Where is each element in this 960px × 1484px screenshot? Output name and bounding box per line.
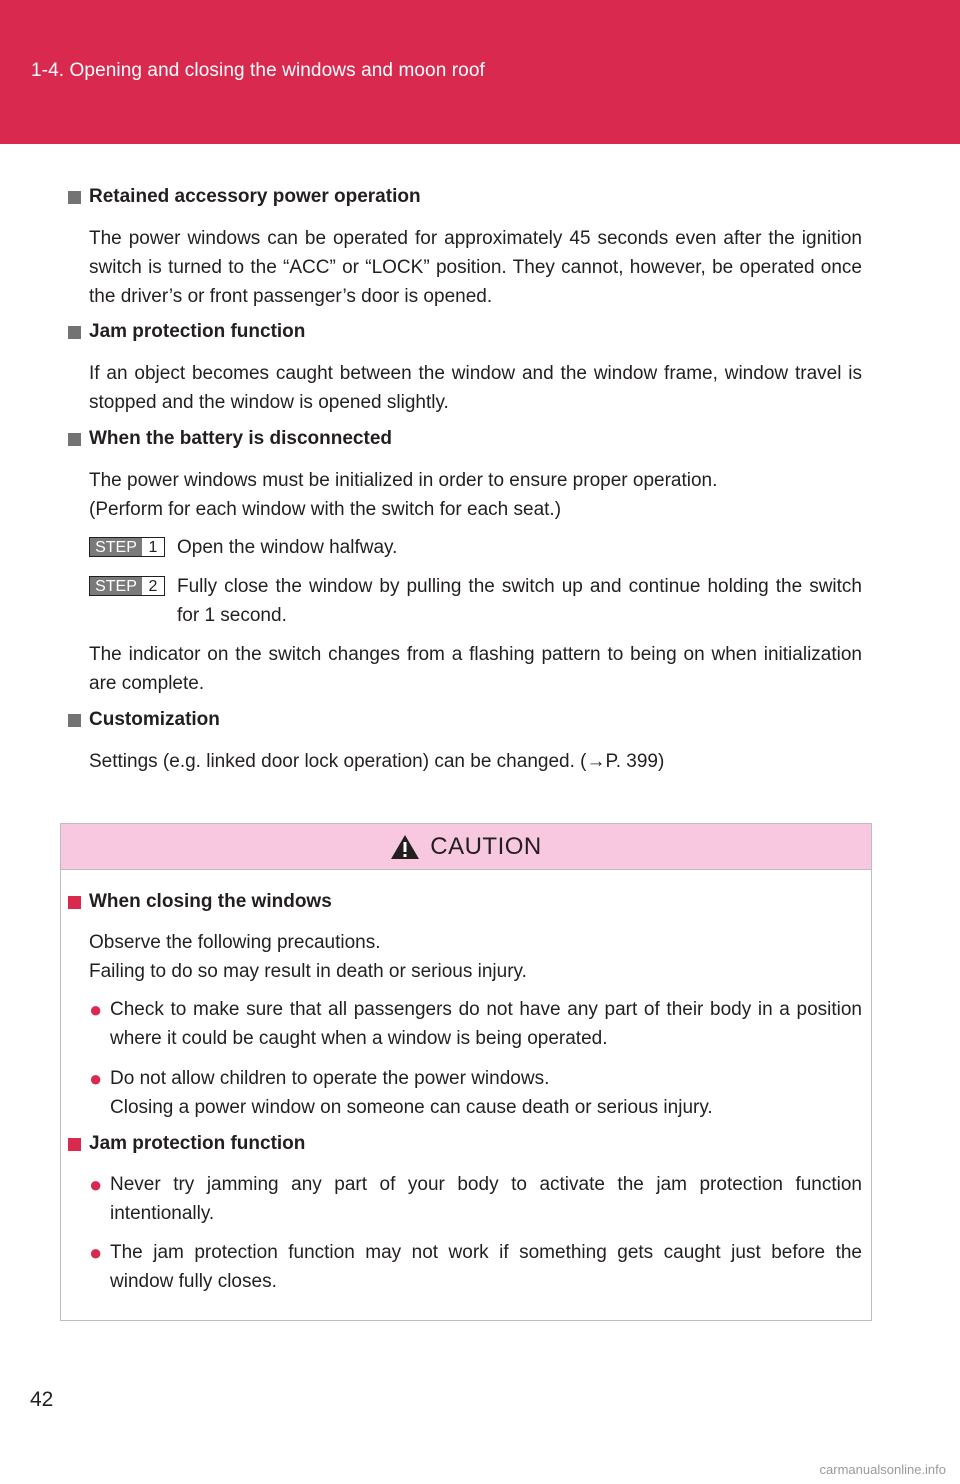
section-heading (68, 186, 421, 208)
caution-bullet (89, 1170, 862, 1228)
caution-heading-text: When closing the windows (89, 891, 332, 912)
watermark: carmanualsonline.info (819, 1462, 946, 1477)
section-paragraph: If an object becomes caught between the window and the window frame, window travel is stopped and the window is opened slightly. (89, 363, 862, 413)
bullet-dot-icon: ● (89, 1066, 103, 1091)
section-paragraph: The power windows must be initialized in order to ensure proper operation. (89, 470, 718, 491)
square-bullet-icon (68, 1138, 81, 1151)
caution-paragraph: Observe the following precautions. (89, 932, 381, 953)
step-badge (89, 576, 165, 596)
bullet-dot-icon: ● (89, 997, 103, 1022)
section-title: 1-4. Opening and closing the windows and moon roof (31, 60, 485, 81)
caution-header (61, 824, 871, 870)
square-bullet-icon (68, 896, 81, 909)
bullet-text: The jam protection function may not work if something gets caught just before the window fully closes. (110, 1242, 862, 1292)
section-paragraph: The indicator on the switch changes from a flashing pattern to being on when initialization are complete. (89, 644, 862, 694)
bullet-continuation: Closing a power window on someone can cause death or serious injury. (110, 1097, 713, 1118)
step-row (89, 572, 862, 630)
caution-bullet (89, 1064, 862, 1093)
step-number: 1 (148, 539, 158, 556)
bullet-dot-icon: ● (89, 1172, 103, 1197)
bullet-text: Check to make sure that all passengers do not have any part of their body in a position where it could be caught when a window is being operated. (110, 999, 862, 1049)
section-paragraph: (Perform for each window with the switch for each seat.) (89, 499, 562, 520)
caution-bullet (89, 995, 862, 1053)
warning-triangle-icon (390, 834, 420, 860)
step-badge (89, 537, 165, 557)
caution-bullet (89, 1238, 862, 1296)
step-number: 2 (148, 578, 158, 595)
bullet-text: Never try jamming any part of your body to activate the jam protection function intentionally. (110, 1174, 862, 1224)
caution-paragraph: Failing to do so may result in death or serious injury. (89, 961, 527, 982)
step-row (89, 533, 862, 562)
square-bullet-icon (68, 433, 81, 446)
step-label: STEP (90, 538, 142, 556)
square-bullet-icon (68, 326, 81, 339)
square-bullet-icon (68, 191, 81, 204)
section-heading-text: Retained accessory power operation (89, 186, 421, 207)
caution-title: CAUTION (430, 832, 542, 860)
section-heading-text: When the battery is disconnected (89, 428, 392, 449)
section-paragraph: Settings (e.g. linked door lock operation) can be changed. (→P. 399) (89, 751, 665, 772)
section-heading-text: Customization (89, 709, 220, 730)
step-text: Open the window halfway. (177, 537, 398, 558)
step-text: Fully close the window by pulling the switch up and continue holding the switch for 1 second. (177, 576, 862, 626)
caution-heading-text: Jam protection function (89, 1133, 306, 1154)
bullet-text: Do not allow children to operate the power windows. (110, 1068, 550, 1089)
caution-heading (68, 1133, 305, 1155)
caution-box (60, 823, 872, 1321)
step-label: STEP (90, 577, 142, 595)
caution-heading (68, 891, 332, 913)
page-header (0, 0, 960, 144)
bullet-dot-icon: ● (89, 1240, 103, 1265)
section-heading-text: Jam protection function (89, 321, 306, 342)
section-heading (68, 709, 220, 731)
section-heading (68, 321, 305, 343)
section-paragraph: The power windows can be operated for approximately 45 seconds even after the ignition switch is turned to the “ACC” or “LOCK” position. They cannot, however, be operated once the driver’s or front passenger’s door is opened. (89, 228, 862, 307)
section-heading (68, 428, 392, 450)
square-bullet-icon (68, 714, 81, 727)
page-number: 42 (30, 1388, 54, 1411)
